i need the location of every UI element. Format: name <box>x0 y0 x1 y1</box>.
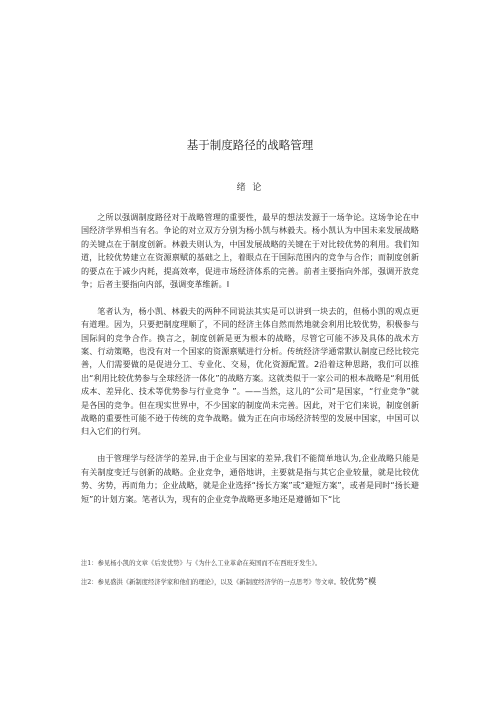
footnote: 注2：参见盛洪《新制度经济学家和他们的理论》，以及《新制度经济学的一点思考》等文章。较优势”模 <box>81 577 377 586</box>
footnote-continuation: 较优势”模 <box>340 577 377 586</box>
footnotes <box>81 555 426 592</box>
document-body <box>81 211 419 519</box>
footnote: 注1：参见杨小凯的文章《后发优势》与《为什么工业革命在英国而不在西班牙发生》。 <box>81 560 322 567</box>
section-heading: 绪 论 <box>236 183 264 193</box>
paragraph: 笔者认为，杨小凯、林毅夫的两种不同说法其实是可以讲到一块去的，但杨小凯的观点更有道理。因为，只要把制度理顺了，不同的经济主体自然而然地就会利用比较优势，积极参与国际间的竞争合作。换言之，制度创新是更为根本的战略，尽管它可能不涉及具体的战术方案、行动策略，也没有对一个国家的资源禀赋进行分析。传统经济学通常默认制度已经比较完善，人们需要做的是促进分工、专业化、交易，优化资源配置。2沿着这种思路，我们可以推出“利用比较优势参与全球经济一体化”的战略方案。这就类似于一家公司的根本战略是“利用低成本、差异化、技术等优势参与行业竞争 ”。——当然，这儿的“公司”是国家，“行业竞争”就是各国的竞争。但在现实世界中，不少国家的制度尚未完善。因此，对于它们来说，制度创新战略的重要性可能不逊于传统的竞争战略。做为正在向市场经济转型的发展中国家，中国可以归入它们的行列。 <box>81 305 419 437</box>
paragraph: 之所以强调制度路径对于战略管理的重要性，最早的想法发源于一场争论。这场争论在中国经济学界相当有名。争论的对立双方分别为杨小凯与林毅夫。杨小凯认为中国未来发展战略的关键点在于制度创新。林毅夫则认为，中国发展战略的关键在于对比较优势的利用。我们知道，比较优势建立在资源禀赋的基础之上，着眼点在于国际范围内的竞争与合作；而制度创新的要点在于减少内耗，提高效率，促进市场经济体系的完善。前者主要指向外部，强调开放竞争；后者主要指向内部，强调变革维新。I <box>81 212 419 290</box>
paragraph: 由于管理学与经济学的差异,由于企业与国家的差异,我们不能简单地认为,企业战略只能是有关制度变迁与创新的战略。企业竞争，通俗地讲，主要就是指与其它企业较量，就是比较优势、劣势，再而角力；企业战略，就是企业选择“扬长方案”或“避短方案”，或者是同时“扬长避短”的计划方案。笔者认为，现有的企业竞争战略更多地还是遵循如下“比 <box>81 453 419 504</box>
document-title: 基于制度路径的战略管理 <box>186 138 314 152</box>
